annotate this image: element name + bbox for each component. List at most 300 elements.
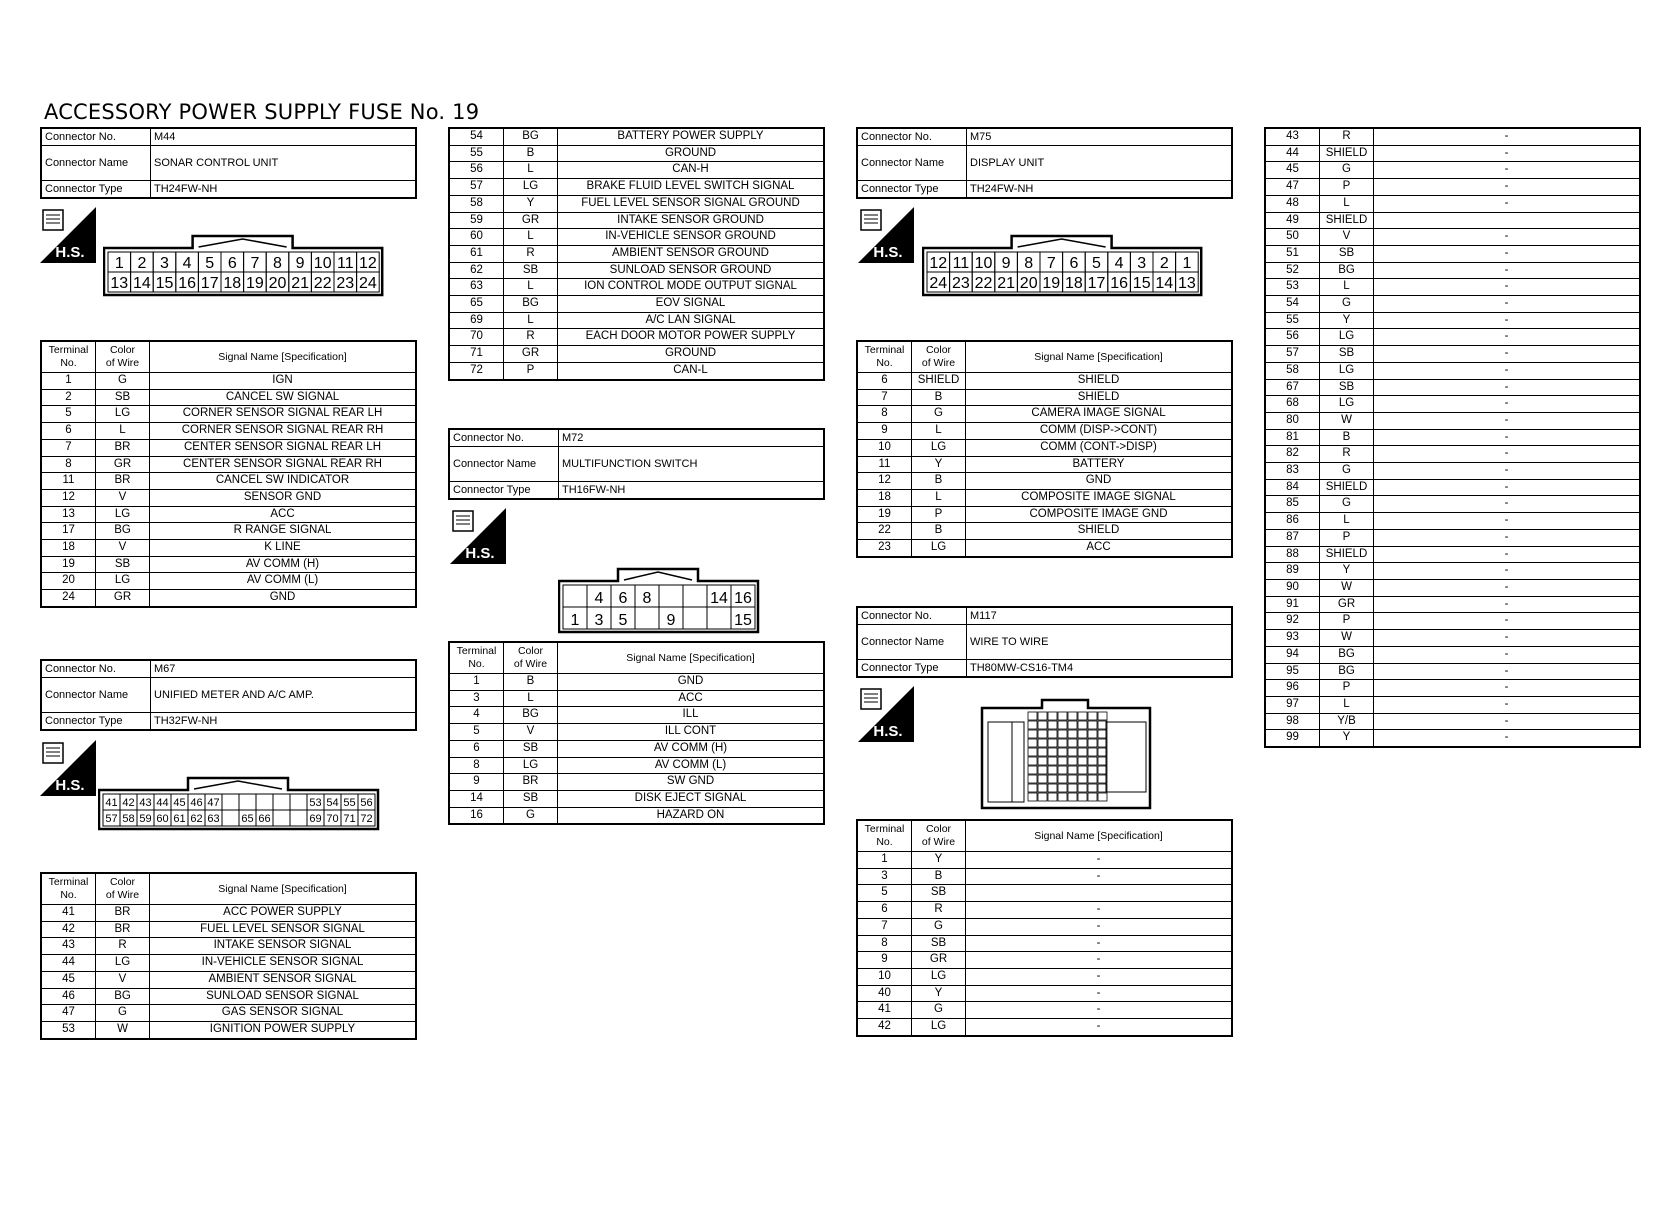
terminal-no-cell: 96 [1265,680,1320,697]
connector-m67-info [40,659,417,731]
table-row [41,523,416,540]
signal-name-cell: - [1374,613,1641,630]
signal-name-cell: - [1374,128,1641,145]
table-row [41,473,416,490]
table-row [1265,446,1640,463]
signal-name-cell: - [1374,463,1641,480]
terminal-no-cell: 58 [449,195,504,212]
wire-color-cell: R [912,902,966,919]
terminal-no-cell: 11 [857,456,912,473]
wire-color-cell: SB [912,885,966,902]
wire-color-cell: LG [96,955,150,972]
table-row [857,540,1232,557]
wire-color-cell: GR [96,590,150,607]
wire-color-cell: LG [504,179,558,196]
wire-color-cell: L [504,312,558,329]
wire-color-cell: W [96,1021,150,1038]
signal-name-cell: - [966,1002,1233,1019]
terminal-no-cell: 53 [41,1021,96,1038]
pin-number: 13 [110,275,129,292]
terminal-no-cell: 41 [857,1002,912,1019]
signal-name-cell: IN-VEHICLE SENSOR GROUND [558,229,825,246]
wire-color-header: Color of Wire [912,820,966,852]
table-row [1265,145,1640,162]
wire-color-cell: SHIELD [1320,546,1374,563]
wire-color-cell: R [504,329,558,346]
terminal-no-cell: 20 [41,573,96,590]
table-row [449,774,824,791]
terminal-no-cell: 5 [41,406,96,423]
table-row [449,279,824,296]
table-row [449,296,824,313]
connector-face-m72 [558,566,760,639]
table-row [449,145,824,162]
table-row [449,807,824,824]
pin-number: 17 [1087,275,1106,292]
connector-no-value: M117 [967,607,1233,625]
connector-face-m117 [980,698,1152,815]
table-row [449,312,824,329]
signal-name-cell: BRAKE FLUID LEVEL SWITCH SIGNAL [558,179,825,196]
connector-no-label: Connector No. [857,128,967,146]
pin-number: 3 [160,255,169,272]
terminal-no-header: Terminal No. [449,642,504,674]
wire-color-cell: G [912,1002,966,1019]
signal-name-cell: AMBIENT SENSOR GROUND [558,245,825,262]
pin-number: 11 [336,255,354,272]
terminal-no-cell: 63 [449,279,504,296]
wire-color-cell: W [1320,630,1374,647]
terminal-no-cell: 5 [857,885,912,902]
terminal-no-cell: 19 [857,506,912,523]
terminal-no-cell: 7 [41,439,96,456]
pin-number: 44 [156,797,169,809]
terminal-no-cell: 55 [449,145,504,162]
terminal-no-header: Terminal No. [41,341,96,373]
terminal-no-cell: 82 [1265,446,1320,463]
signal-name-cell: - [1374,145,1641,162]
wire-color-cell: B [504,145,558,162]
pin-number: 72 [360,813,373,825]
pin-number: 66 [258,813,271,825]
table-row [41,456,416,473]
pin-number: 59 [139,813,152,825]
connector-no-label: Connector No. [857,607,967,625]
signal-name-cell: R RANGE SIGNAL [150,523,417,540]
signal-name-cell: INTAKE SENSOR GROUND [558,212,825,229]
pin-number: 54 [326,797,339,809]
wire-color-cell: BR [96,921,150,938]
wire-color-header: Color of Wire [912,341,966,373]
signal-name-cell: SENSOR GND [150,489,417,506]
table-row [857,985,1232,1002]
table-row [1265,596,1640,613]
wire-color-cell: P [1320,529,1374,546]
table-row [857,373,1232,390]
table-row [857,456,1232,473]
signal-name-cell: - [1374,312,1641,329]
signal-name-header: Signal Name [Specification] [150,341,417,373]
wire-color-cell: G [1320,496,1374,513]
table-row [1265,713,1640,730]
pin-number: 14 [710,590,728,607]
signal-name-cell: - [1374,329,1641,346]
terminal-no-cell: 81 [1265,429,1320,446]
table-row [857,523,1232,540]
wire-color-cell: B [912,523,966,540]
signal-name-cell: EOV SIGNAL [558,296,825,313]
signal-name-cell: - [1374,229,1641,246]
wire-color-cell: SHIELD [1320,145,1374,162]
terminal-table-m67-continued [448,127,825,381]
table-row [1265,362,1640,379]
table-row [1265,412,1640,429]
wire-color-cell: V [96,971,150,988]
signal-name-cell [1374,212,1641,229]
connector-face-m67 [98,775,380,836]
terminal-no-cell: 46 [41,988,96,1005]
pin-number: 65 [241,813,254,825]
pin-number: 56 [360,797,373,809]
wire-color-cell: SB [504,740,558,757]
signal-name-cell: - [1374,279,1641,296]
signal-name-cell: AMBIENT SENSOR SIGNAL [150,971,417,988]
signal-name-cell: GAS SENSOR SIGNAL [150,1005,417,1022]
wire-color-cell: LG [1320,362,1374,379]
signal-name-header: Signal Name [Specification] [966,341,1233,373]
pin-number: 20 [268,275,287,292]
pin-number: 15 [155,275,174,292]
table-row [857,506,1232,523]
table-row [449,128,824,145]
wire-color-cell: B [1320,429,1374,446]
terminal-no-cell: 44 [1265,145,1320,162]
table-row [857,935,1232,952]
connector-name-label: Connector Name [41,678,151,713]
wire-color-cell: Y [912,852,966,869]
table-row [1265,696,1640,713]
table-row [857,489,1232,506]
pin-number: 6 [227,255,237,272]
pin-number: 4 [182,255,192,272]
wire-color-cell: P [912,506,966,523]
pin-number: 13 [1178,275,1196,292]
table-row [449,740,824,757]
wire-color-header: Color of Wire [504,642,558,674]
signal-name-cell: - [966,1019,1233,1036]
table-row [1265,579,1640,596]
wire-color-cell: SHIELD [1320,212,1374,229]
wire-color-cell: LG [912,1019,966,1036]
table-row [41,1021,416,1038]
table-row [1265,312,1640,329]
signal-name-cell: COMPOSITE IMAGE GND [966,506,1233,523]
wire-color-cell: R [1320,446,1374,463]
table-row [1265,179,1640,196]
signal-name-cell: - [966,918,1233,935]
pin-number: 9 [1001,255,1011,272]
table-row [449,790,824,807]
terminal-no-cell: 6 [857,902,912,919]
table-row [41,573,416,590]
wire-color-cell: G [912,406,966,423]
terminal-no-cell: 48 [1265,195,1320,212]
hs-icon [40,207,96,263]
table-row [1265,195,1640,212]
wire-color-cell: G [1320,296,1374,313]
table-row [1265,329,1640,346]
signal-name-cell: COMM (CONT->DISP) [966,439,1233,456]
terminal-no-cell: 88 [1265,546,1320,563]
wire-color-header: Color of Wire [96,873,150,905]
table-row [1265,663,1640,680]
signal-name-cell: COMPOSITE IMAGE SIGNAL [966,489,1233,506]
terminal-no-cell: 22 [857,523,912,540]
table-row [41,373,416,390]
pin-number: 19 [1042,275,1061,292]
signal-name-cell: - [1374,162,1641,179]
signal-name-cell: - [1374,713,1641,730]
pin-number: 24 [359,275,377,292]
terminal-no-header: Terminal No. [857,820,912,852]
table-row [449,245,824,262]
pin-number: 15 [1132,275,1151,292]
table-row [449,262,824,279]
pin-number: 2 [1159,255,1169,272]
terminal-no-cell: 72 [449,362,504,379]
connector-no-value: M67 [151,660,417,678]
signal-name-cell: CORNER SENSOR SIGNAL REAR RH [150,423,417,440]
hs-label: H.S. [55,244,85,261]
terminal-no-cell: 97 [1265,696,1320,713]
table-row [41,938,416,955]
connector-no-value: M44 [151,128,417,146]
wire-color-cell: G [504,807,558,824]
signal-name-cell: SUNLOAD SENSOR GROUND [558,262,825,279]
terminal-no-cell: 8 [857,935,912,952]
connector-no-value: M75 [967,128,1233,146]
terminal-no-cell: 14 [449,790,504,807]
pin-number: 12 [929,255,948,272]
terminal-no-cell: 2 [41,389,96,406]
signal-name-cell: - [1374,579,1641,596]
table-row [41,540,416,557]
wire-color-cell: Y [1320,563,1374,580]
signal-name-header: Signal Name [Specification] [966,820,1233,852]
wire-color-cell: BR [504,774,558,791]
signal-name-cell: SHIELD [966,389,1233,406]
pin-number: 5 [1092,255,1101,272]
terminal-no-cell: 52 [1265,262,1320,279]
terminal-no-cell: 41 [41,905,96,922]
terminal-no-cell: 17 [41,523,96,540]
table-row [1265,730,1640,747]
terminal-no-cell: 6 [857,373,912,390]
signal-name-cell: FUEL LEVEL SENSOR SIGNAL [150,921,417,938]
terminal-no-cell: 62 [449,262,504,279]
terminal-no-cell: 6 [41,423,96,440]
pin-number: 8 [273,255,282,272]
signal-name-cell: CAN-H [558,162,825,179]
pin-number: 8 [642,590,652,607]
table-row [41,439,416,456]
terminal-no-cell: 56 [449,162,504,179]
wire-color-cell: BG [96,988,150,1005]
table-row [449,362,824,379]
terminal-no-cell: 80 [1265,412,1320,429]
wire-color-cell: P [1320,680,1374,697]
terminal-no-cell: 7 [857,389,912,406]
terminal-no-cell: 18 [41,540,96,557]
wire-color-cell: L [96,423,150,440]
signal-name-cell: INTAKE SENSOR SIGNAL [150,938,417,955]
signal-name-cell: GROUND [558,145,825,162]
terminal-no-cell: 47 [1265,179,1320,196]
terminal-no-cell: 11 [41,473,96,490]
pin-number: 43 [139,797,152,809]
pin-number: 23 [952,275,970,292]
terminal-no-cell: 68 [1265,396,1320,413]
terminal-no-cell: 10 [857,968,912,985]
wire-color-cell: BG [504,128,558,145]
terminal-no-cell: 53 [1265,279,1320,296]
signal-name-cell: AV COMM (H) [150,556,417,573]
terminal-no-cell: 67 [1265,379,1320,396]
table-row [857,406,1232,423]
pin-number: 9 [666,612,676,629]
pin-number: 21 [997,275,1015,292]
signal-name-cell: ACC [558,690,825,707]
hs-icon [450,508,506,564]
table-row [1265,128,1640,145]
table-row [449,724,824,741]
signal-name-cell: CAMERA IMAGE SIGNAL [966,406,1233,423]
table-row [1265,563,1640,580]
wire-color-cell: BR [96,473,150,490]
table-row [857,389,1232,406]
terminal-no-cell: 43 [1265,128,1320,145]
connector-type-value: TH16FW-NH [559,482,825,500]
wire-color-cell: B [912,389,966,406]
terminal-no-cell: 55 [1265,312,1320,329]
connector-name-label: Connector Name [857,625,967,660]
wire-color-cell: LG [1320,329,1374,346]
terminal-no-cell: 89 [1265,563,1320,580]
wire-color-cell: G [96,1005,150,1022]
connector-name-value: SONAR CONTROL UNIT [151,146,417,181]
signal-name-cell: - [966,968,1233,985]
signal-name-cell: - [1374,663,1641,680]
table-row [857,902,1232,919]
terminal-no-cell: 56 [1265,329,1320,346]
table-row [857,918,1232,935]
terminal-no-header: Terminal No. [857,341,912,373]
signal-name-cell: - [1374,646,1641,663]
connector-no-label: Connector No. [41,128,151,146]
table-row [857,952,1232,969]
terminal-no-cell: 45 [41,971,96,988]
signal-name-cell: - [1374,479,1641,496]
wire-color-cell: SB [504,262,558,279]
wire-color-cell: SB [96,389,150,406]
wire-color-cell: P [504,362,558,379]
table-row [449,757,824,774]
hs-label: H.S. [873,723,903,740]
table-row [1265,429,1640,446]
connector-no-value: M72 [559,429,825,447]
pin-number: 1 [114,255,124,272]
pin-number: 22 [313,275,332,292]
hs-label: H.S. [873,244,903,261]
pin-number: 15 [734,612,752,629]
pin-number: 9 [295,255,305,272]
signal-name-cell: - [1374,245,1641,262]
terminal-no-cell: 91 [1265,596,1320,613]
terminal-table-m75 [856,340,1233,558]
pin-number: 7 [250,255,260,272]
signal-name-cell: CORNER SENSOR SIGNAL REAR LH [150,406,417,423]
terminal-no-cell: 44 [41,955,96,972]
hs-icon [858,686,914,742]
pin-number: 63 [207,813,220,825]
terminal-no-header: Terminal No. [41,873,96,905]
terminal-no-cell: 93 [1265,630,1320,647]
table-row [1265,613,1640,630]
terminal-no-cell: 83 [1265,463,1320,480]
connector-type-label: Connector Type [41,181,151,199]
signal-name-cell: SW GND [558,774,825,791]
pin-number: 62 [190,813,203,825]
connector-type-value: TH24FW-NH [151,181,417,199]
wire-color-cell: W [1320,412,1374,429]
terminal-no-cell: 1 [857,852,912,869]
hs-label: H.S. [465,545,495,562]
table-row [857,1002,1232,1019]
connector-type-value: TH32FW-NH [151,713,417,731]
wire-color-cell: V [96,489,150,506]
table-row [41,1005,416,1022]
table-row [1265,646,1640,663]
terminal-no-cell: 13 [41,506,96,523]
pin-number: 21 [291,275,309,292]
terminal-no-cell: 49 [1265,212,1320,229]
terminal-no-cell: 69 [449,312,504,329]
pin-number: 11 [952,255,970,272]
terminal-no-cell: 85 [1265,496,1320,513]
terminal-no-cell: 40 [857,985,912,1002]
table-row [1265,630,1640,647]
pin-number: 12 [359,255,377,272]
wire-color-cell: BR [96,439,150,456]
signal-name-cell: SHIELD [966,373,1233,390]
table-row [1265,212,1640,229]
table-row [41,489,416,506]
connector-name-label: Connector Name [41,146,151,181]
wire-color-cell: SHIELD [912,373,966,390]
connector-name-value: UNIFIED METER AND A/C AMP. [151,678,417,713]
terminal-table-m72 [448,641,825,825]
wire-color-cell: R [504,245,558,262]
signal-name-cell: ION CONTROL MODE OUTPUT SIGNAL [558,279,825,296]
pin-number: 17 [200,275,219,292]
terminal-no-cell: 45 [1265,162,1320,179]
pin-number: 6 [618,590,628,607]
table-row [1265,496,1640,513]
terminal-no-cell: 24 [41,590,96,607]
signal-name-cell: - [966,868,1233,885]
terminal-no-cell: 16 [449,807,504,824]
page-title: ACCESSORY POWER SUPPLY FUSE No. 19 [44,100,480,124]
